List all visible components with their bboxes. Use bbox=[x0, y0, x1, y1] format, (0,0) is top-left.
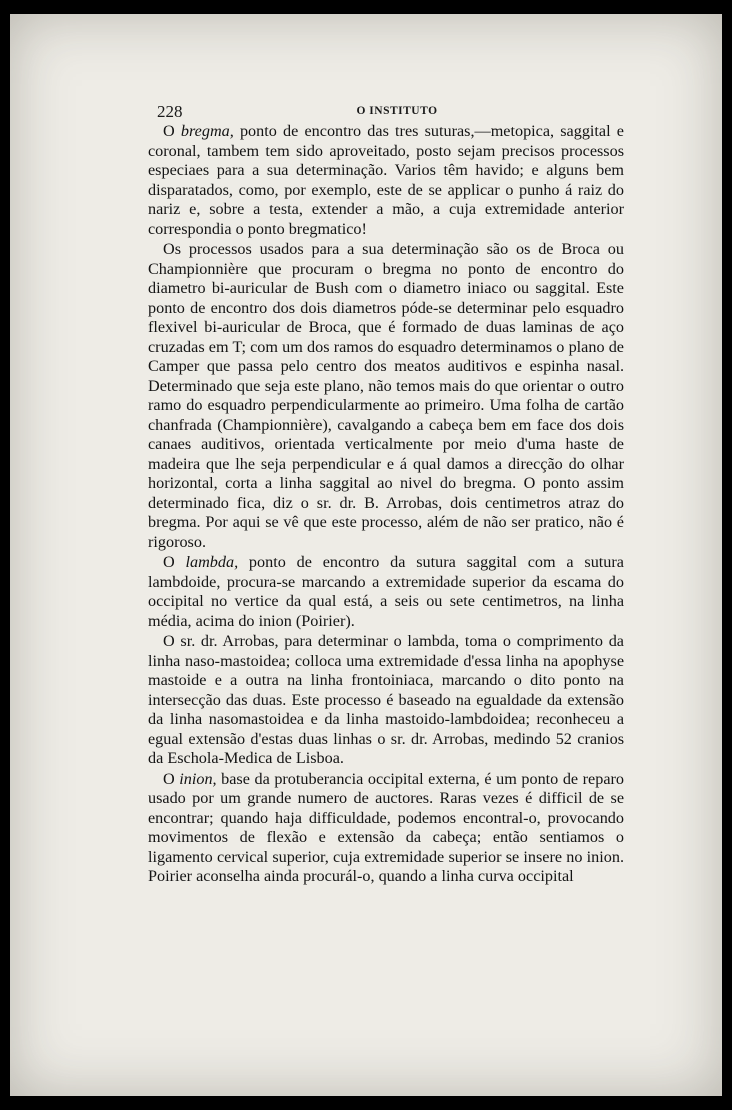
paragraph-inion: O inion, base da protuberancia occipital externa, é um ponto de reparo usado por um grande numero de auctores. Raras vezes é difficil de se encontrar; quando haja difficuldade, podemos encontral-o, provocando movimentos de flexão e extensão da cabeça; então sentiamos o ligamento cervical superior, cuja extremidade superior se insere no inion. Poirier aconselha ainda procurál-o, quando a linha curva occipital bbox=[148, 769, 624, 885]
paragraph-arrobas: O sr. dr. Arrobas, para determinar o lambda, toma o comprimento da linha naso-mastoidea; colloca uma extremidade d'essa linha na apophyse mastoide e a outra na linha frontoiniaca, marcando o dito ponto na intersecção das duas. Este processo é baseado na egualdade da extensão da linha nasomastoidea e da linha mastoido-lambdoidea; reconheceu a egual extensão d'estas duas linhas o sr. dr. Arrobas, medindo 52 cranios da Eschola-Medica de Lisboa. bbox=[148, 632, 624, 767]
term-inion: inion, bbox=[179, 769, 217, 788]
running-title: O INSTITUTO bbox=[356, 105, 438, 117]
page-number: 228 bbox=[157, 102, 183, 121]
paragraph-bregma: O bregma, ponto de encontro das tres suturas,—metopica, saggital e coronal, tambem tem sido aproveitado, posto sejam precisos processos especiaes para a sua determinação. Varios têm havido; e alguns bem disparatados, como, por exemplo, este de se applicar o punho á raiz do nariz e, sobre a testa, extender a mão, a cuja extremidade anterior correspondia o ponto bregmatico! bbox=[148, 122, 624, 238]
term-bregma: bregma, bbox=[180, 122, 234, 140]
paragraph-lambda: O lambda, ponto de encontro da sutura saggital com a sutura lambdoide, procura-se marcando a extremidade superior da escama do occipital no vertice da qual está, a seis ou sete centimetros, na linha média, acima do inion (Poirier). bbox=[148, 553, 624, 630]
body-text bbox=[148, 122, 624, 888]
term-lambda: lambda, bbox=[185, 553, 239, 571]
paragraph-processos: Os processos usados para a sua determinação são os de Broca ou Championnière que procuram o bregma no ponto de encontro do diametro bi-auricular de Bush com o diametro iniaco ou saggital. Este ponto de encontro dos dois diametros póde-se determinar pelo esquadro flexivel bi-auricular de Broca, que é formado de duas laminas de aço cruzadas em T; com um dos ramos do esquadro determinamos o plano de Camper que passa pelo centro dos meatos auditivos e espinha nasal. Determinado que seja este plano, não temos mais do que orientar o outro ramo do esquadro perpendicularmente ao primeiro. Uma folha de cartão chanfrada (Championnière), cavalgando a cabeça bem em face dos dois canaes auditivos, orientada verticalmente por meio d'uma haste de madeira que lhe seja perpendicular e á qual damos a direcção do olhar horizontal, corta a linha saggital ao nivel do bregma. O ponto assim determinado fica, diz o sr. dr. B. Arrobas, dois centimetros atraz do bregma. Por aqui se vê que este processo, além de não ser pratico, não é rigoroso. bbox=[148, 240, 624, 551]
